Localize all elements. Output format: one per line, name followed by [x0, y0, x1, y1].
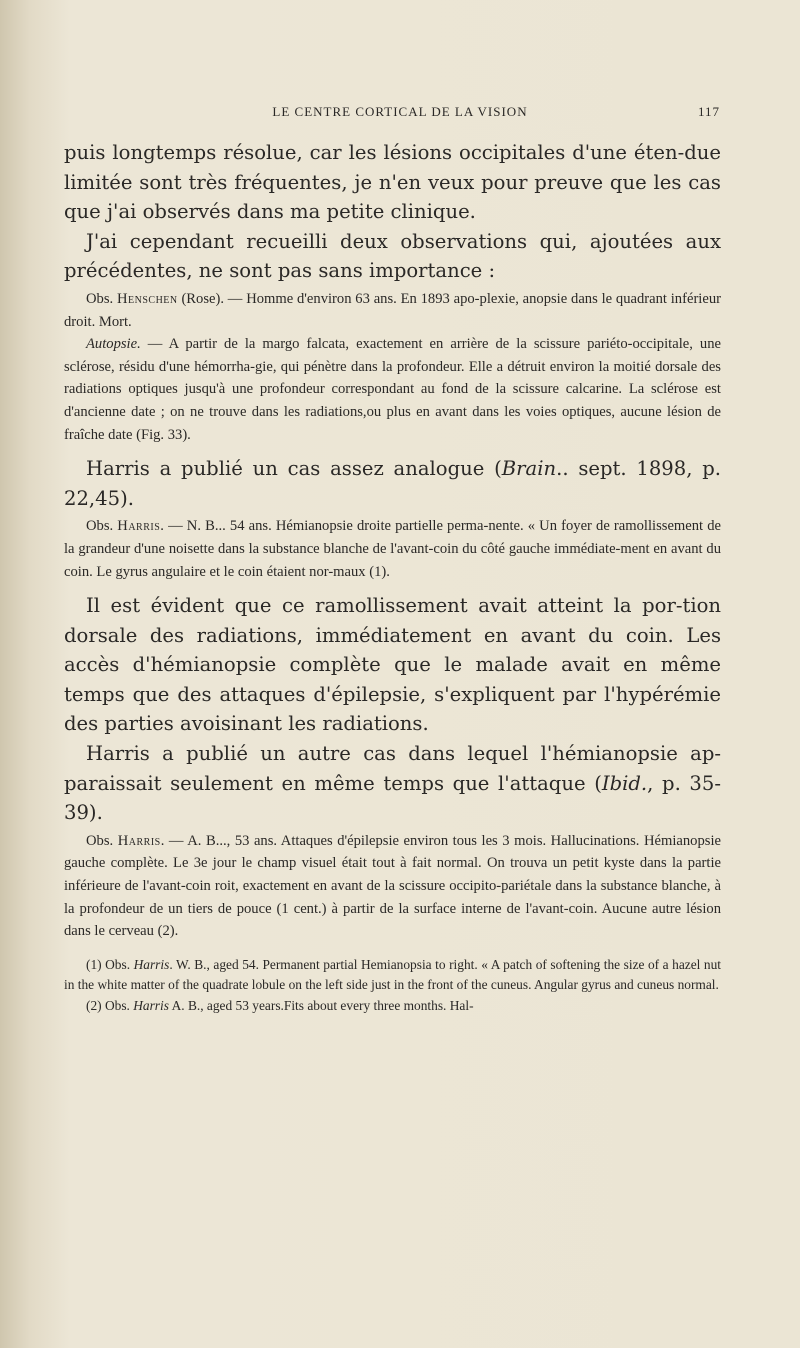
journal-reference: Brain [501, 457, 557, 481]
obs-text: . — A. B..., 53 ans. Attaques d'épilepsie environ tous les 3 mois. Hallucinations. Hémianopsie gauche complète. Le 3e jour le champ visuel était tout à fait normal. On trouva un petit kyste dans la partie inférieure de l'avant-coin roit, exactement en avant de la scissure occipito-pariétale dans la substance blanche, à la profondeur de un tiers de pouce (1 cent.) à partir de la surface interne de l'avant-coin. Aucune autre lésion dans le cerveau (2). [64, 832, 721, 940]
running-title: LE CENTRE CORTICAL DE LA VISION [272, 104, 528, 119]
text-run: Harris a publié un cas assez analogue ( [86, 457, 502, 481]
page-number: 117 [697, 104, 720, 119]
paragraph-continuation: puis longtemps résolue, car les lésions occipitales d'une éten-due limitée sont très fréquentes, je n'en veux pour preuve que les cas que j'ai observés dans ma petite clinique. [64, 141, 721, 224]
footnote-author: Harris [133, 956, 170, 972]
observation-harris-2 [64, 830, 721, 943]
journal-reference: Ibid. [601, 771, 648, 795]
obs-label: Obs. [86, 290, 114, 307]
autopsy-paragraph [64, 333, 721, 446]
footnote-author: Harris [133, 998, 169, 1013]
text-run: Harris a publié un autre cas dans lequel l'hémianopsie ap-paraissait seulement en même temps que l'attaque ( [64, 742, 721, 795]
footnote-label: (2) Obs. [86, 998, 134, 1013]
observation-harris-1 [64, 515, 721, 583]
obs-author: Henschen [116, 290, 178, 307]
paragraph-softening-discussion: Il est évident que ce ramollissement avait atteint la por-tion dorsale des radiations, immédiatement en avant du coin. Les accès d'hémianopsie complète que le malade avait en même temps que des attaques d'épilepsie, s'expliquent par l'hypérémie des parties avoisinant les radiations. [64, 594, 721, 736]
footnote-1 [64, 955, 721, 996]
obs-label: Obs. [86, 518, 114, 535]
obs-label: Obs. [86, 832, 114, 849]
footnote-text: A. B., aged 53 years.Fits about every three months. Hal- [168, 998, 474, 1013]
text-run: .. sept. 1898, p. 22,45). [64, 457, 721, 510]
footnotes [64, 955, 721, 1017]
autopsy-text: — A partir de la margo falcata, exactement en arrière de la scissure pariéto-occipitale, une sclérose, résidu d'une hémorrha-gie, qui pénètre dans la profondeur. Elle a détruit environ la moitié dorsale des radiations optiques jusqu'à une profondeur correspondant au fond de la scissure calcarine. La sclérose est d'ancienne date ; on ne trouve dans les radiations,ou plus en avant dans les voies optiques, aucune lésion de fraîche date (Fig. 33). [64, 336, 721, 443]
text-run: , p. 35-39). [64, 771, 721, 825]
footnote-label: (1) Obs. [86, 956, 134, 972]
footnote-text: . W. B., aged 54. Permanent partial Hemianopsia to right. « A patch of softening the size of a hazel nut in the white matter of the quadrate lobule on the left side just in the front of the cuneus. Angular gyrus and cuneus normal. [64, 956, 722, 993]
obs-author: Harris [117, 832, 161, 849]
observation-henschen [64, 288, 721, 333]
running-header [120, 104, 720, 124]
autopsy-label: Autopsie. [86, 336, 141, 353]
page-body [64, 138, 721, 1017]
paragraph-observations-intro: J'ai cependant recueilli deux observations qui, ajoutées aux précédentes, ne sont pas sans importance : [64, 229, 721, 283]
footnote-2 [64, 996, 721, 1017]
obs-text: (Rose). — Homme d'environ 63 ans. En 1893 apo-plexie, anopsie dans le quadrant inférieur droit. Mort. [64, 290, 721, 330]
paragraph-harris-analogous [64, 454, 721, 513]
obs-text: . — N. B... 54 ans. Hémianopsie droite partielle perma-nente. « Un foyer de ramollissement de la grandeur d'une noisette dans la substance blanche de l'avant-coin du côté gauche immédiate-ment en avant du coin. Le gyrus angulaire et le coin étaient nor-maux (1). [64, 518, 721, 580]
paragraph-harris-other-case [64, 739, 721, 828]
obs-author: Harris [117, 518, 161, 535]
